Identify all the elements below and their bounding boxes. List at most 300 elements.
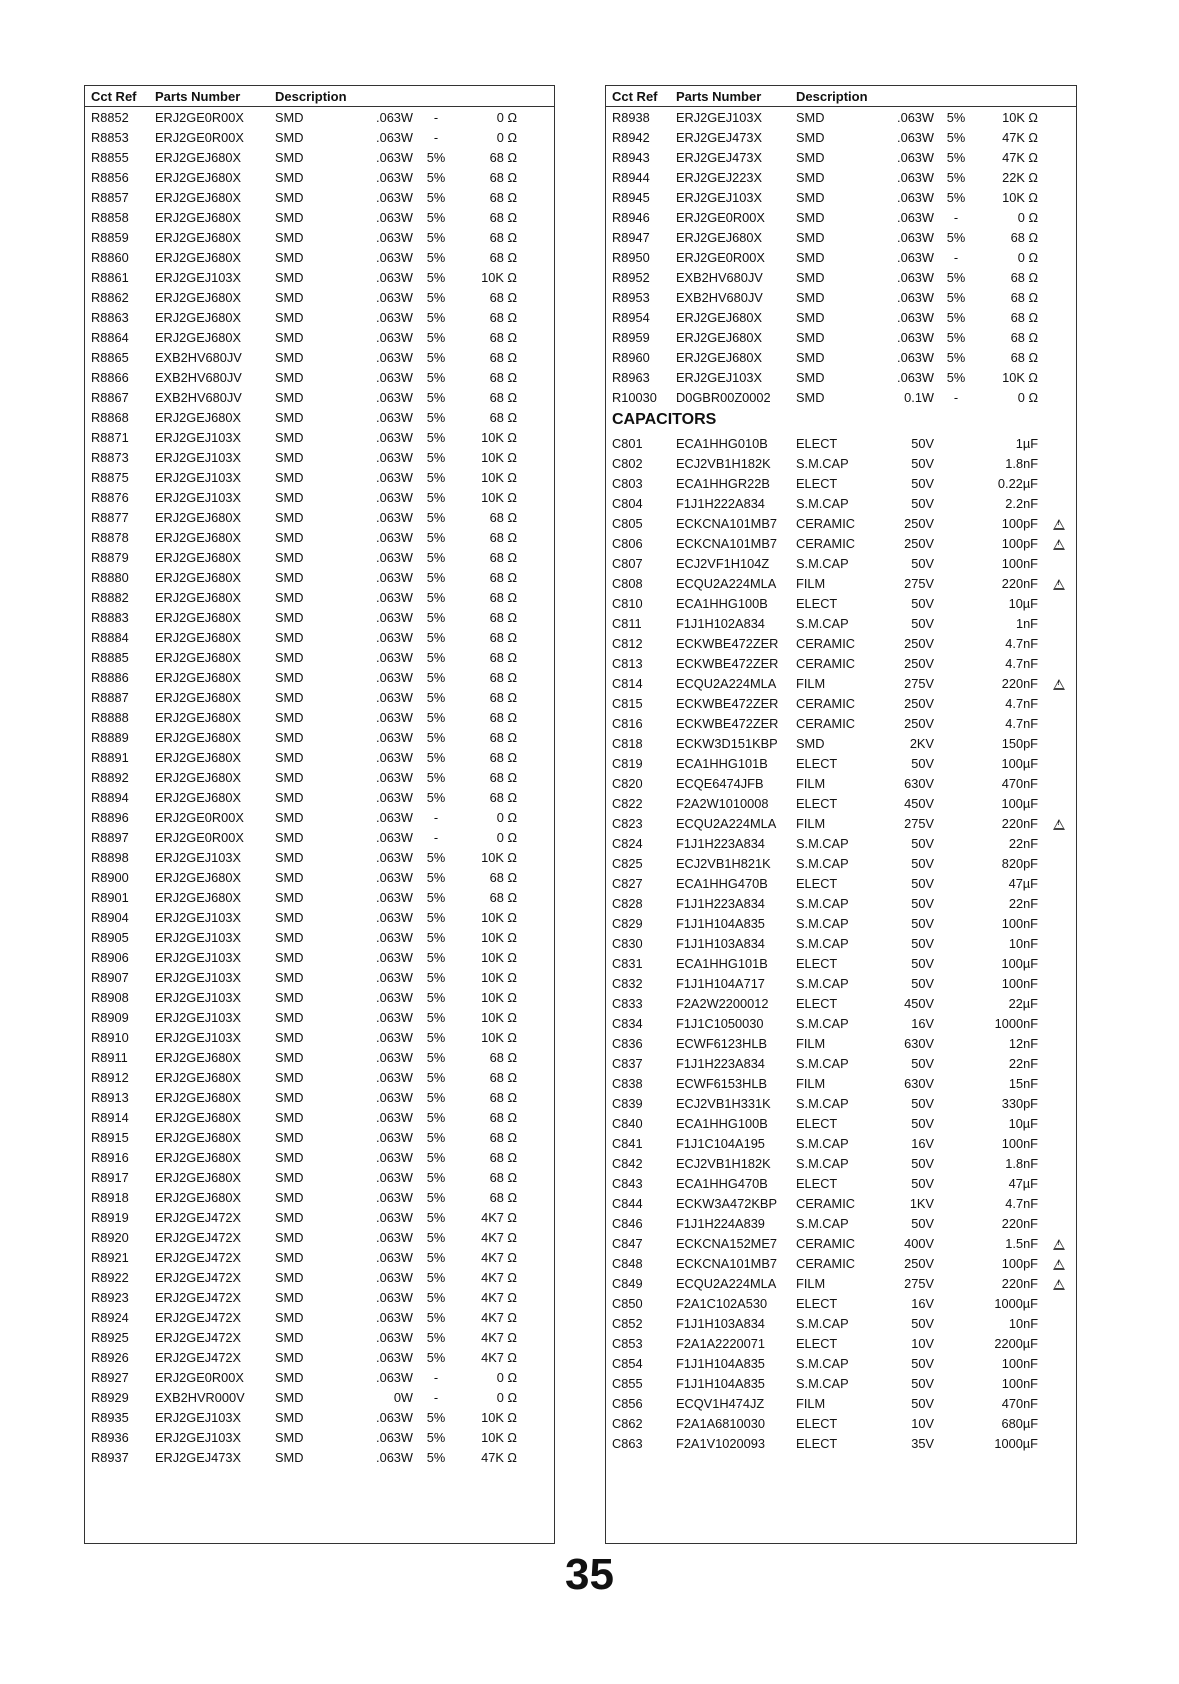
value: 22K Ω — [1002, 169, 1039, 185]
table-row — [85, 1227, 554, 1247]
value: 68 Ω — [489, 869, 518, 885]
value: 10K Ω — [481, 429, 518, 445]
cct-ref: C839 — [612, 1095, 643, 1111]
tolerance: 5% — [426, 709, 446, 725]
tolerance: 5% — [426, 1349, 446, 1365]
spacer — [521, 1447, 554, 1467]
spacer — [521, 327, 554, 347]
description: SMD — [796, 369, 825, 385]
spacer — [938, 453, 974, 473]
wattage: .063W — [376, 1149, 414, 1165]
parts-number: ECQV1H474JZ — [676, 1395, 765, 1411]
parts-number: ERJ2GEJ103X — [155, 989, 242, 1005]
description: SMD — [275, 569, 304, 585]
cct-ref: R8894 — [91, 789, 129, 805]
spacer — [1042, 167, 1076, 187]
tolerance: 5% — [426, 1209, 446, 1225]
tolerance: 5% — [426, 269, 446, 285]
table-row — [85, 727, 554, 747]
cct-ref: R8856 — [91, 169, 129, 185]
spacer — [938, 933, 974, 953]
table-row — [85, 127, 554, 147]
parts-number: ERJ2GEJ680X — [155, 869, 242, 885]
wattage: .063W — [376, 1449, 414, 1465]
tolerance: 5% — [426, 1029, 446, 1045]
description: SMD — [275, 309, 304, 325]
wattage: .063W — [897, 169, 935, 185]
section-heading-row — [606, 407, 1076, 433]
wattage: .063W — [376, 969, 414, 985]
description: SMD — [275, 1429, 304, 1445]
cct-ref: R8868 — [91, 409, 129, 425]
tolerance: - — [953, 389, 959, 405]
table-row — [85, 707, 554, 727]
table-row — [85, 647, 554, 667]
description: SMD — [275, 1409, 304, 1425]
cct-ref: R8901 — [91, 889, 129, 905]
tolerance: 5% — [946, 369, 966, 385]
description: FILM — [796, 1275, 826, 1291]
voltage: 50V — [911, 1155, 935, 1171]
table-row — [85, 987, 554, 1007]
voltage: 2KV — [909, 735, 935, 751]
table-row — [85, 1387, 554, 1407]
description: S.M.CAP — [796, 1055, 849, 1071]
value: 10K Ω — [1002, 369, 1039, 385]
parts-number: ERJ2GEJ680X — [155, 549, 242, 565]
description: SMD — [275, 1149, 304, 1165]
spacer — [521, 787, 554, 807]
table-row — [606, 713, 1076, 733]
parts-number: F2A1C102A530 — [676, 1295, 768, 1311]
spacer — [938, 573, 974, 593]
parts-number: ERJ2GEJ472X — [155, 1309, 242, 1325]
table-row — [85, 1127, 554, 1147]
voltage: 50V — [911, 455, 935, 471]
description: SMD — [275, 1129, 304, 1145]
cct-ref: R8863 — [91, 309, 129, 325]
cct-ref: R8926 — [91, 1349, 129, 1365]
parts-number: ERJ2GEJ473X — [155, 1449, 242, 1465]
cct-ref: R8884 — [91, 629, 129, 645]
table-row — [85, 107, 554, 128]
table-row — [85, 207, 554, 227]
table-row — [85, 547, 554, 567]
table-row — [85, 947, 554, 967]
tolerance: 5% — [426, 1429, 446, 1445]
value: 0 Ω — [496, 809, 518, 825]
parts-number: ERJ2GEJ680X — [155, 629, 242, 645]
safety-warning-cell — [1042, 473, 1076, 493]
tolerance: 5% — [426, 449, 446, 465]
table-row — [606, 1093, 1076, 1113]
table-row — [85, 507, 554, 527]
tolerance: 5% — [426, 629, 446, 645]
table-row — [85, 1447, 554, 1467]
cct-ref: C838 — [612, 1075, 643, 1091]
cct-ref: C807 — [612, 555, 643, 571]
table-row — [606, 753, 1076, 773]
spacer — [521, 767, 554, 787]
description: SMD — [275, 1269, 304, 1285]
value: 10K Ω — [481, 1009, 518, 1025]
description: FILM — [796, 775, 826, 791]
parts-number: ERJ2GEJ103X — [155, 909, 242, 925]
voltage: 50V — [911, 1215, 935, 1231]
table-row — [85, 1307, 554, 1327]
description: SMD — [275, 249, 304, 265]
parts-number: ERJ2GEJ680X — [155, 689, 242, 705]
parts-number: ERJ2GEJ103X — [155, 429, 242, 445]
wattage: .063W — [897, 269, 935, 285]
parts-number: ERJ2GE0R00X — [155, 829, 244, 845]
parts-number: ECKCNA101MB7 — [676, 535, 777, 551]
parts-number: F2A1V1020093 — [676, 1435, 765, 1451]
table-row — [606, 993, 1076, 1013]
spacer — [938, 1253, 974, 1273]
tolerance: 5% — [426, 189, 446, 205]
parts-number: ERJ2GEJ680X — [155, 889, 242, 905]
voltage: 250V — [904, 655, 935, 671]
parts-number: ECKWBE472ZER — [676, 655, 779, 671]
tolerance: 5% — [426, 209, 446, 225]
wattage: .063W — [376, 749, 414, 765]
tolerance: 5% — [426, 749, 446, 765]
cct-ref: R8906 — [91, 949, 129, 965]
value: 4K7 Ω — [481, 1309, 518, 1325]
description: SMD — [275, 189, 304, 205]
cct-ref: C846 — [612, 1215, 643, 1231]
description: SMD — [275, 1369, 304, 1385]
parts-number: ECKW3D151KBP — [676, 735, 778, 751]
cct-ref: C847 — [612, 1235, 643, 1251]
parts-number: ECA1HHG470B — [676, 1175, 768, 1191]
spacer — [938, 533, 974, 553]
description: CERAMIC — [796, 1255, 856, 1271]
description: ELECT — [796, 435, 838, 451]
safety-warning-icon — [1053, 1239, 1065, 1250]
parts-number: ERJ2GEJ473X — [676, 149, 763, 165]
value: 4K7 Ω — [481, 1289, 518, 1305]
description: SMD — [275, 749, 304, 765]
cct-ref: R8918 — [91, 1189, 129, 1205]
value: 470nF — [1001, 1395, 1039, 1411]
table-row — [85, 147, 554, 167]
wattage: .063W — [376, 1329, 414, 1345]
tolerance: 5% — [426, 1329, 446, 1345]
value: 68 Ω — [489, 709, 518, 725]
parts-number: ECA1HHG101B — [676, 755, 768, 771]
cct-ref: R8888 — [91, 709, 129, 725]
table-row — [606, 107, 1076, 128]
description: SMD — [275, 1009, 304, 1025]
table-row — [85, 1207, 554, 1227]
cct-ref: R8915 — [91, 1129, 129, 1145]
table-row — [85, 387, 554, 407]
right-parts-table — [605, 85, 1077, 1544]
table-row — [606, 913, 1076, 933]
tolerance: 5% — [426, 289, 446, 305]
tolerance: 5% — [426, 729, 446, 745]
description: SMD — [275, 629, 304, 645]
description: FILM — [796, 815, 826, 831]
wattage: .063W — [376, 509, 414, 525]
cct-ref: R8909 — [91, 1009, 129, 1025]
parts-number: ERJ2GEJ680X — [155, 309, 242, 325]
wattage: .063W — [376, 309, 414, 325]
table-row — [606, 167, 1076, 187]
description: SMD — [275, 1449, 304, 1465]
tolerance: 5% — [426, 549, 446, 565]
safety-warning-cell — [1042, 1233, 1076, 1253]
parts-number: ERJ2GEJ472X — [155, 1249, 242, 1265]
value: 68 Ω — [489, 309, 518, 325]
tolerance: 5% — [426, 849, 446, 865]
cct-ref: C856 — [612, 1395, 643, 1411]
wattage: .063W — [376, 1309, 414, 1325]
value: 68 Ω — [489, 209, 518, 225]
parts-number: F1J1H104A835 — [676, 1355, 765, 1371]
table-row — [606, 573, 1076, 593]
tolerance: 5% — [426, 229, 446, 245]
value: 68 Ω — [489, 1109, 518, 1125]
cct-ref: R8943 — [612, 149, 650, 165]
value: 68 Ω — [489, 689, 518, 705]
description: SMD — [275, 669, 304, 685]
cct-ref: C808 — [612, 575, 643, 591]
spacer — [938, 513, 974, 533]
wattage: .063W — [376, 689, 414, 705]
safety-warning-icon — [1053, 679, 1065, 690]
value: 0 Ω — [496, 109, 518, 125]
description: ELECT — [796, 995, 838, 1011]
cct-ref: R8947 — [612, 229, 650, 245]
table-row — [606, 953, 1076, 973]
description: CERAMIC — [796, 655, 856, 671]
value: 68 Ω — [489, 1069, 518, 1085]
cct-ref: R8921 — [91, 1249, 129, 1265]
spacer — [521, 1307, 554, 1327]
wattage: .063W — [897, 129, 935, 145]
value: 1nF — [1015, 615, 1039, 631]
safety-warning-cell — [1042, 953, 1076, 973]
parts-table-left — [85, 86, 554, 1467]
spacer — [521, 1087, 554, 1107]
parts-number: ERJ2GEJ103X — [155, 1409, 242, 1425]
table-row — [85, 367, 554, 387]
spacer — [1042, 247, 1076, 267]
voltage: 50V — [911, 1395, 935, 1411]
wattage: .063W — [376, 1089, 414, 1105]
wattage: .063W — [376, 1129, 414, 1145]
voltage: 50V — [911, 1375, 935, 1391]
value: 0 Ω — [496, 829, 518, 845]
table-row — [85, 1047, 554, 1067]
wattage: .063W — [376, 569, 414, 585]
wattage: .063W — [376, 1269, 414, 1285]
safety-warning-cell — [1042, 1393, 1076, 1413]
description: SMD — [275, 509, 304, 525]
description: SMD — [275, 1049, 304, 1065]
tolerance: 5% — [426, 1449, 446, 1465]
table-row — [606, 793, 1076, 813]
wattage: .063W — [897, 189, 935, 205]
description: SMD — [275, 549, 304, 565]
value: 10K Ω — [481, 469, 518, 485]
voltage: 50V — [911, 755, 935, 771]
value: 1000µF — [994, 1435, 1039, 1451]
cct-ref: R8917 — [91, 1169, 129, 1185]
description: SMD — [275, 1029, 304, 1045]
parts-number: F1J1H104A835 — [676, 1375, 765, 1391]
safety-warning-cell — [1042, 713, 1076, 733]
value: 10K Ω — [481, 909, 518, 925]
table-row — [606, 1153, 1076, 1173]
tolerance: 5% — [426, 589, 446, 605]
wattage: .063W — [376, 1029, 414, 1045]
description: ELECT — [796, 1335, 838, 1351]
cct-ref: C862 — [612, 1415, 643, 1431]
parts-number: ERJ2GEJ680X — [155, 1189, 242, 1205]
description: SMD — [275, 1309, 304, 1325]
value: 68 Ω — [1010, 329, 1039, 345]
cct-ref: R8925 — [91, 1329, 129, 1345]
parts-number: ERJ2GEJ473X — [676, 129, 763, 145]
cct-ref: R8919 — [91, 1209, 129, 1225]
parts-number: ERJ2GEJ680X — [155, 329, 242, 345]
value: 4.7nF — [1005, 715, 1039, 731]
voltage: 16V — [911, 1015, 935, 1031]
table-row — [85, 587, 554, 607]
parts-number: ERJ2GEJ680X — [155, 189, 242, 205]
wattage: .063W — [376, 549, 414, 565]
value: 4.7nF — [1005, 1195, 1039, 1211]
cct-ref: R8864 — [91, 329, 129, 345]
table-row — [85, 907, 554, 927]
tolerance: 5% — [426, 349, 446, 365]
description: SMD — [275, 1329, 304, 1345]
spacer — [938, 993, 974, 1013]
parts-number: ECQU2A224MLA — [676, 1275, 777, 1291]
parts-number: F1J1H224A839 — [676, 1215, 765, 1231]
spacer — [938, 473, 974, 493]
voltage: 275V — [904, 675, 935, 691]
spacer — [938, 953, 974, 973]
wattage: .063W — [376, 189, 414, 205]
description: SMD — [275, 989, 304, 1005]
value: 68 Ω — [489, 249, 518, 265]
voltage: 275V — [904, 575, 935, 591]
table-row — [85, 247, 554, 267]
spacer — [1042, 187, 1076, 207]
cct-ref: C833 — [612, 995, 643, 1011]
header-description: Description — [275, 86, 417, 107]
safety-warning-cell — [1042, 653, 1076, 673]
cct-ref: R8960 — [612, 349, 650, 365]
spacer — [938, 713, 974, 733]
table-row — [606, 473, 1076, 493]
tolerance: 5% — [946, 149, 966, 165]
spacer — [521, 367, 554, 387]
parts-number: ERJ2GEJ680X — [676, 309, 763, 325]
parts-number: ERJ2GEJ103X — [676, 369, 763, 385]
voltage: 630V — [904, 775, 935, 791]
spacer — [521, 527, 554, 547]
tolerance: 5% — [426, 489, 446, 505]
wattage: .063W — [897, 249, 935, 265]
spacer — [1042, 387, 1076, 407]
cct-ref: R8891 — [91, 749, 129, 765]
parts-number: ERJ2GEJ103X — [155, 1029, 242, 1045]
safety-warning-cell — [1042, 793, 1076, 813]
value: 4K7 Ω — [481, 1349, 518, 1365]
cct-ref: R8865 — [91, 349, 129, 365]
voltage: 450V — [904, 995, 935, 1011]
value: 47K Ω — [1002, 149, 1039, 165]
table-row — [85, 1167, 554, 1187]
spacer — [521, 147, 554, 167]
table-row — [606, 733, 1076, 753]
parts-number: ECA1HHG101B — [676, 955, 768, 971]
table-row — [85, 1247, 554, 1267]
description: S.M.CAP — [796, 915, 849, 931]
safety-warning-icon — [1053, 519, 1065, 530]
value: 68 Ω — [489, 549, 518, 565]
spacer — [521, 1427, 554, 1447]
parts-number: ERJ2GEJ680X — [155, 589, 242, 605]
description: S.M.CAP — [796, 615, 849, 631]
cct-ref: C829 — [612, 915, 643, 931]
spacer — [521, 967, 554, 987]
table-row — [85, 347, 554, 367]
description: SMD — [796, 269, 825, 285]
value: 68 Ω — [489, 409, 518, 425]
description: SMD — [796, 129, 825, 145]
value: 22nF — [1008, 895, 1039, 911]
description: SMD — [796, 189, 825, 205]
wattage: .063W — [376, 809, 414, 825]
parts-number: ECA1HHG100B — [676, 595, 768, 611]
value: 4K7 Ω — [481, 1209, 518, 1225]
value: 68 Ω — [489, 149, 518, 165]
parts-number: EXB2HV680JV — [676, 289, 763, 305]
table-row — [606, 853, 1076, 873]
parts-number: ERJ2GEJ680X — [155, 1069, 242, 1085]
spacer — [938, 813, 974, 833]
safety-warning-cell — [1042, 993, 1076, 1013]
table-row — [85, 427, 554, 447]
value: 4K7 Ω — [481, 1329, 518, 1345]
table-row — [606, 1373, 1076, 1393]
tolerance: 5% — [426, 1089, 446, 1105]
wattage: .063W — [897, 209, 935, 225]
table-row — [606, 773, 1076, 793]
value: 10K Ω — [1002, 109, 1039, 125]
tolerance: 5% — [426, 1289, 446, 1305]
value: 100pF — [1001, 535, 1039, 551]
cct-ref: C824 — [612, 835, 643, 851]
table-row — [85, 1287, 554, 1307]
cct-ref: C830 — [612, 935, 643, 951]
table-row — [606, 247, 1076, 267]
value: 68 Ω — [489, 169, 518, 185]
tolerance: 5% — [426, 1409, 446, 1425]
description: SMD — [275, 1069, 304, 1085]
cct-ref: R8912 — [91, 1069, 129, 1085]
spacer — [521, 1187, 554, 1207]
table-row — [606, 1213, 1076, 1233]
parts-number: ERJ2GEJ103X — [155, 269, 242, 285]
